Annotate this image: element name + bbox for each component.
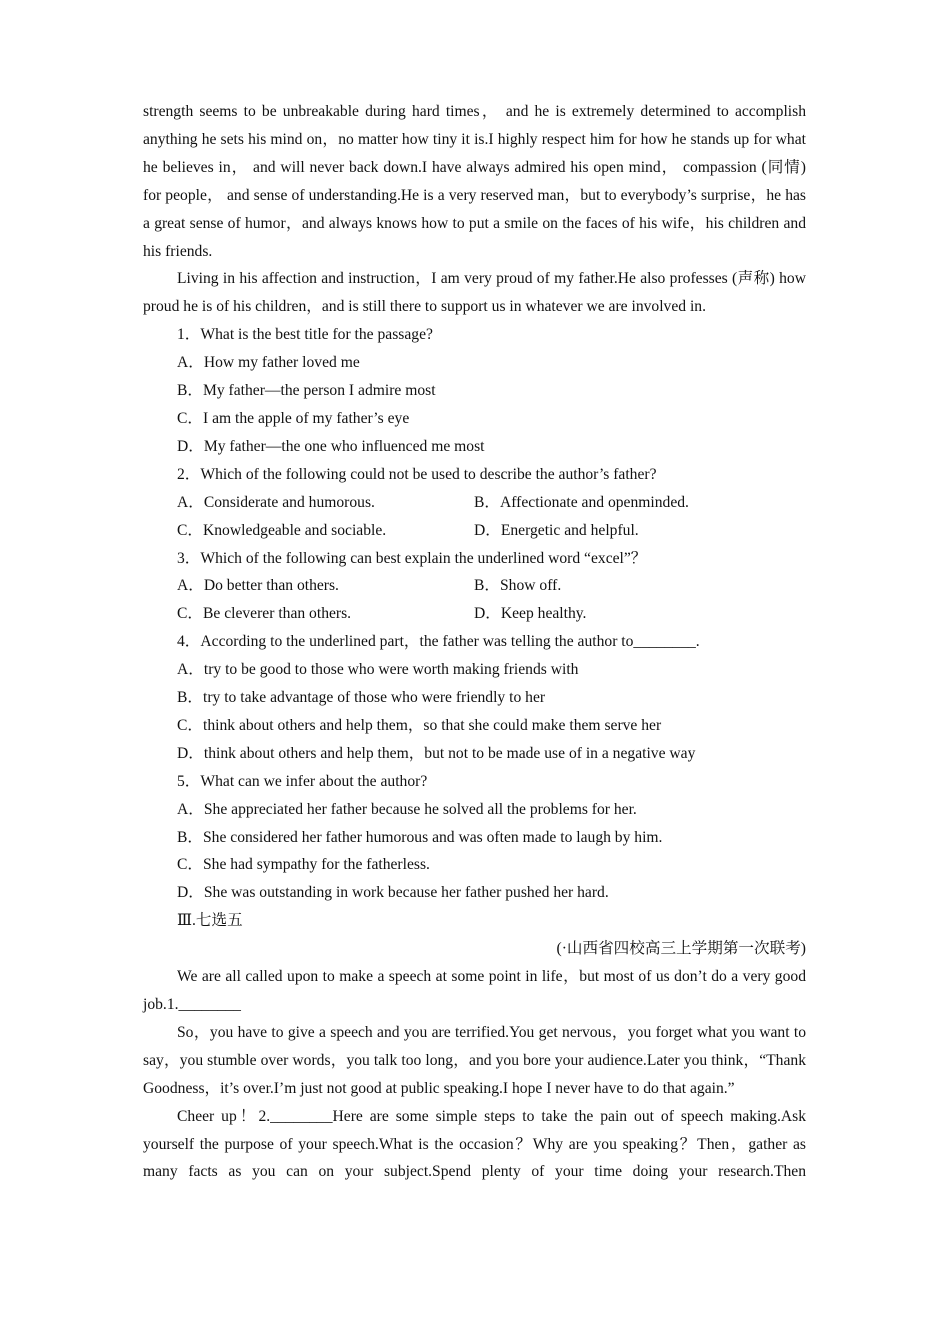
question-2-option-d: D．Energetic and helpful. [474, 521, 639, 539]
section-3-paragraph-1: We are all called upon to make a speech at some point in life，but most of us don’t do a very good job.1.________ [143, 968, 806, 1013]
passage-paragraph-1: strength seems to be unbreakable during hard times， and he is extremely determined to accomplish anything he sets his mind on，no matter how tiny it is.I highly respect him for how he stands up for what he believes in， and will never back down.I have always admired his open mind， compassion (同情) for people， and sense of understanding.He is a very reserved man，but to everybody’s surprise，he has a great sense of humor，and always knows how to put a smile on the faces of his wife，his children and his friends. [143, 103, 806, 260]
question-1-stem: 1．What is the best title for the passage? [177, 326, 433, 344]
question-5-option-c: C．She had sympathy for the fatherless. [177, 856, 430, 874]
question-1-option-b: B．My father—the person I admire most [177, 382, 436, 400]
question-3-options-row-2 [143, 600, 806, 628]
question-3-option-b: B．Show off. [474, 577, 562, 595]
question-1-option-a: A．How my father loved me [177, 354, 360, 372]
question-1-option-d: D．My father—the one who influenced me most [177, 437, 485, 455]
question-2-options-row-1 [143, 489, 806, 517]
section-3-paragraph-3: Cheer up！2.________Here are some simple steps to take the pain out of speech making.Ask yourself the purpose of your speech.What is the occasion？Why are you speaking？Then，gather as many facts as you can on your subject.Spend plenty of your time doing your research.Then [143, 1107, 806, 1181]
question-5-option-d: D．She was outstanding in work because her father pushed her hard. [177, 884, 609, 902]
document-page [143, 98, 806, 1186]
question-5-option-a: A．She appreciated her father because he solved all the problems for her. [177, 800, 637, 818]
question-3-option-c: C．Be cleverer than others. [177, 605, 352, 623]
question-5-stem: 5．What can we infer about the author? [177, 772, 428, 790]
question-4-option-d: D．think about others and help them，but not to be made use of in a negative way [177, 744, 696, 762]
question-4-option-a: A．try to be good to those who were worth making friends with [177, 661, 579, 679]
question-3-option-a: A．Do better than others. [177, 577, 339, 595]
question-2-option-c: C．Knowledgeable and sociable. [177, 521, 387, 539]
section-3-paragraph-2: So，you have to give a speech and you are terrified.You get nervous，you forget what you want to say，you stumble over words，you talk too long，and you bore your audience.Later you think，“Thank Goodness，it’s over.I’m just not good at public speaking.I hope I never have to do that again.” [143, 1023, 806, 1097]
question-2-option-a: A．Considerate and humorous. [177, 493, 375, 511]
question-4-stem: 4．According to the underlined part，the father was telling the author to________. [177, 633, 700, 651]
question-4-option-c: C．think about others and help them，so that she could make them serve her [177, 716, 662, 734]
passage-paragraph-2: Living in his affection and instruction，I am very proud of my father.He also professes (声称) how proud he is of his children，and is still there to support us in whatever we are involved in. [143, 270, 806, 316]
question-3-options-row-1 [143, 572, 806, 600]
section-3-source: (·山西省四校高三上学期第一次联考) [556, 940, 806, 958]
question-3-stem: 3．Which of the following can best explain the underlined word “excel”？ [177, 549, 647, 567]
question-1-option-c: C．I am the apple of my father’s eye [177, 409, 410, 427]
question-2-option-b: B．Affectionate and openminded. [474, 493, 689, 511]
question-2-stem: 2．Which of the following could not be used to describe the author’s father? [177, 465, 657, 483]
section-3-heading: Ⅲ.七选五 [177, 912, 243, 930]
question-2-options-row-2 [143, 517, 806, 545]
question-3-option-d: D．Keep healthy. [474, 605, 587, 623]
question-4-option-b: B．try to take advantage of those who were friendly to her [177, 689, 546, 707]
question-5-option-b: B．She considered her father humorous and was often made to laugh by him. [177, 828, 663, 846]
